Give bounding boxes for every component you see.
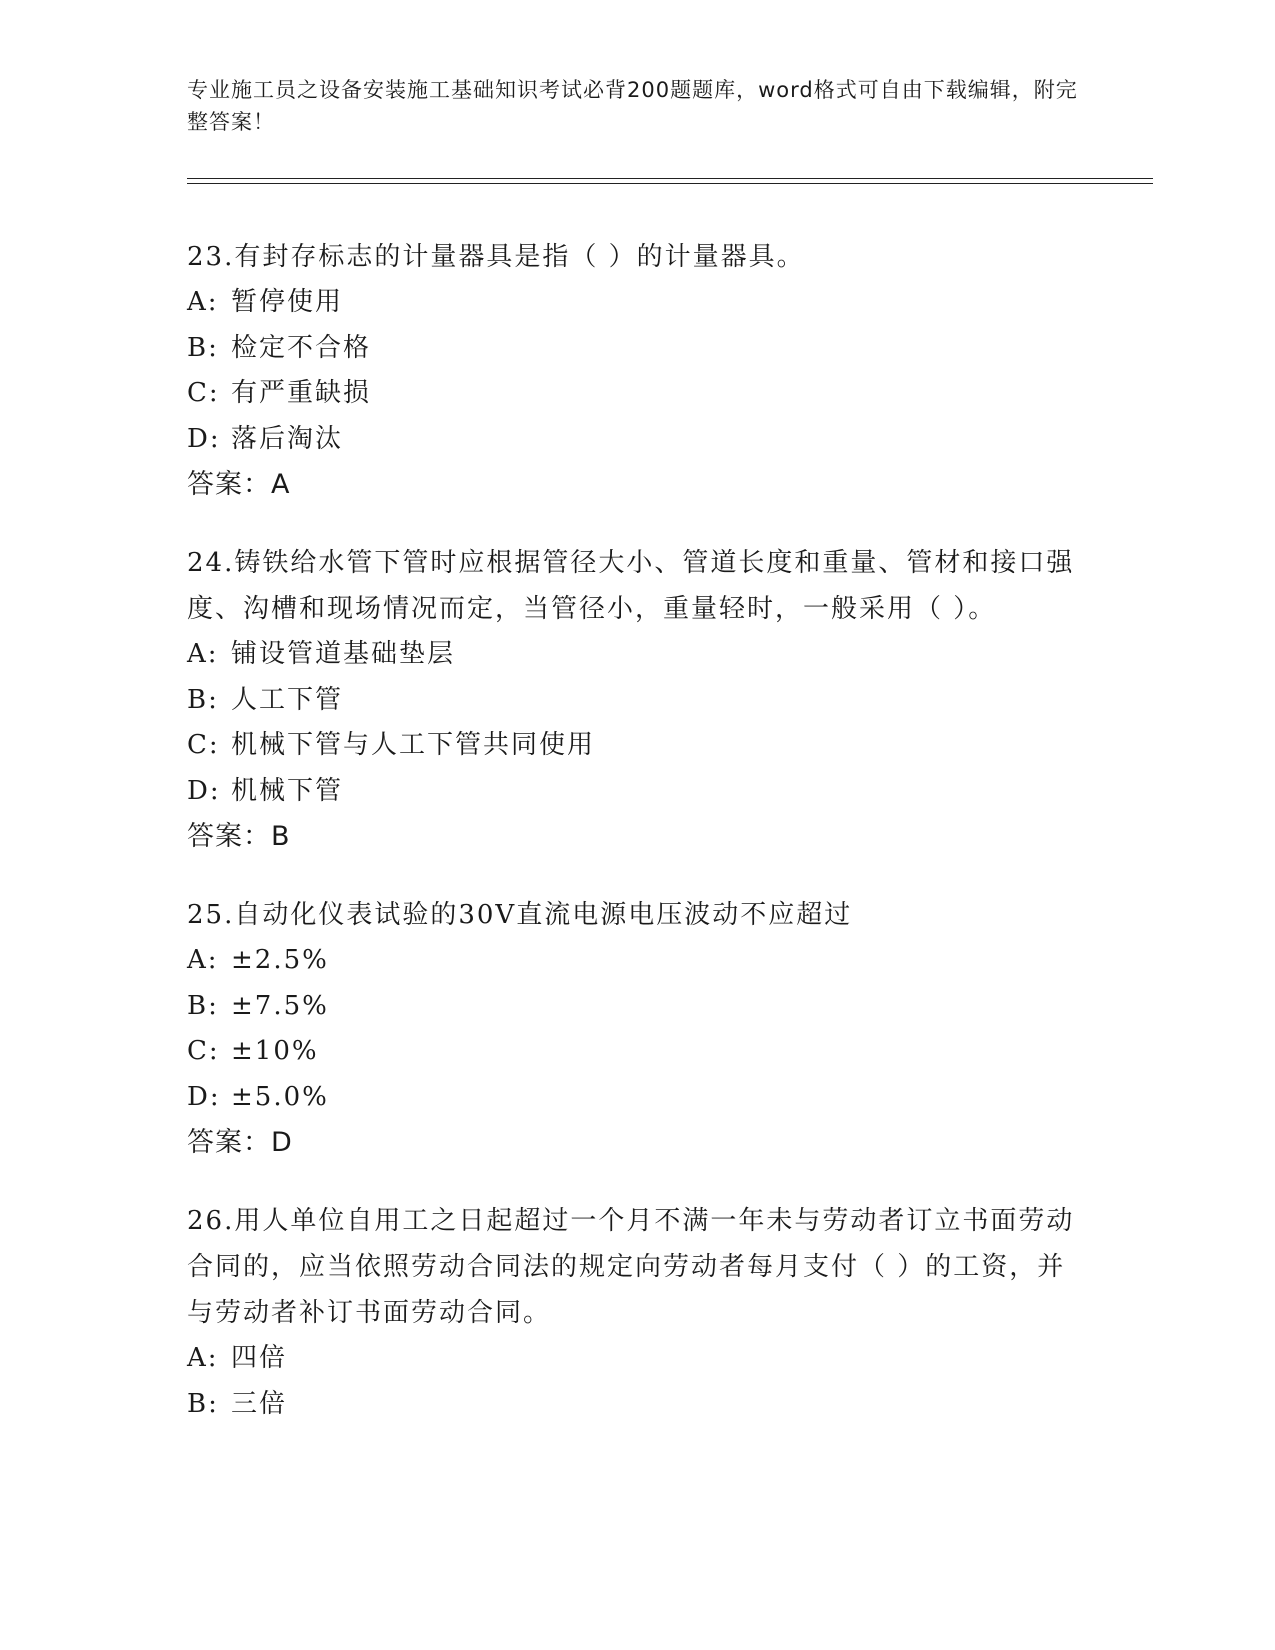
option-text: 有严重缺损: [231, 378, 372, 408]
option-text: ±7.5%: [231, 990, 329, 1021]
option-text: 铺设管道基础垫层: [231, 639, 456, 669]
option-text: 暂停使用: [231, 287, 344, 317]
option-text: 人工下管: [231, 684, 344, 715]
question-24: [187, 540, 1087, 860]
answer-line: 答案：D: [187, 1127, 293, 1158]
option-letter: C:: [187, 1036, 220, 1066]
question-26: [187, 1198, 1087, 1427]
option-text: 机械下管: [231, 775, 344, 806]
option-b: [187, 678, 1087, 724]
option-letter: B:: [187, 684, 219, 715]
option-d: [187, 1075, 1087, 1121]
option-letter: C:: [187, 730, 220, 760]
option-a: [187, 632, 1087, 678]
option-letter: B:: [187, 990, 219, 1021]
option-letter: D:: [187, 423, 221, 454]
option-letter: A:: [187, 1343, 219, 1373]
option-b: [187, 1382, 1087, 1428]
question-stem: 23.有封存标志的计量器具是指（ ）的计量器具。: [187, 242, 805, 272]
option-text: ±2.5%: [231, 945, 329, 975]
option-letter: B:: [187, 1388, 219, 1419]
question-stem: 25.自动化仪表试验的30V直流电源电压波动不应超过: [187, 900, 853, 930]
option-letter: D:: [187, 775, 221, 806]
option-text: 检定不合格: [231, 332, 372, 363]
option-text: 三倍: [231, 1388, 288, 1419]
option-letter: A:: [187, 287, 219, 317]
option-a: [187, 1336, 1087, 1382]
option-text: ±10%: [231, 1036, 319, 1066]
header-divider-bottom: [187, 183, 1153, 184]
option-b: [187, 326, 1087, 372]
option-text: 四倍: [231, 1343, 288, 1373]
option-text: 落后淘汰: [231, 423, 344, 454]
option-text: 机械下管与人工下管共同使用: [231, 730, 596, 760]
answer-line: 答案：A: [187, 469, 291, 500]
option-c: [187, 371, 1087, 417]
option-letter: A:: [187, 639, 219, 669]
question-stem: 24.铸铁给水管下管时应根据管径大小、管道长度和重量、管材和接口强度、沟槽和现场情况而定，当管径小，重量轻时，一般采用（ ）。: [187, 548, 1075, 624]
option-a: [187, 938, 1087, 984]
question-25: [187, 892, 1087, 1166]
option-a: [187, 280, 1087, 326]
option-letter: B:: [187, 332, 219, 363]
option-c: [187, 1029, 1087, 1075]
option-b: [187, 984, 1087, 1030]
document-header: 专业施工员之设备安装施工基础知识考试必背200题题库，word格式可自由下载编辑，附完整答案！: [187, 78, 1078, 134]
option-letter: D:: [187, 1081, 221, 1112]
answer-line: 答案：B: [187, 821, 291, 852]
option-d: [187, 769, 1087, 815]
question-list: [187, 234, 1087, 1459]
option-letter: C:: [187, 378, 220, 408]
header-divider-top: [187, 178, 1153, 179]
option-c: [187, 723, 1087, 769]
question-stem: 26.用人单位自用工之日起超过一个月不满一年未与劳动者订立书面劳动合同的，应当依照劳动合同法的规定向劳动者每月支付（ ）的工资，并与劳动者补订书面劳动合同。: [187, 1206, 1075, 1328]
question-23: [187, 234, 1087, 508]
option-letter: A:: [187, 945, 219, 975]
option-text: ±5.0%: [231, 1081, 329, 1112]
option-d: [187, 417, 1087, 463]
